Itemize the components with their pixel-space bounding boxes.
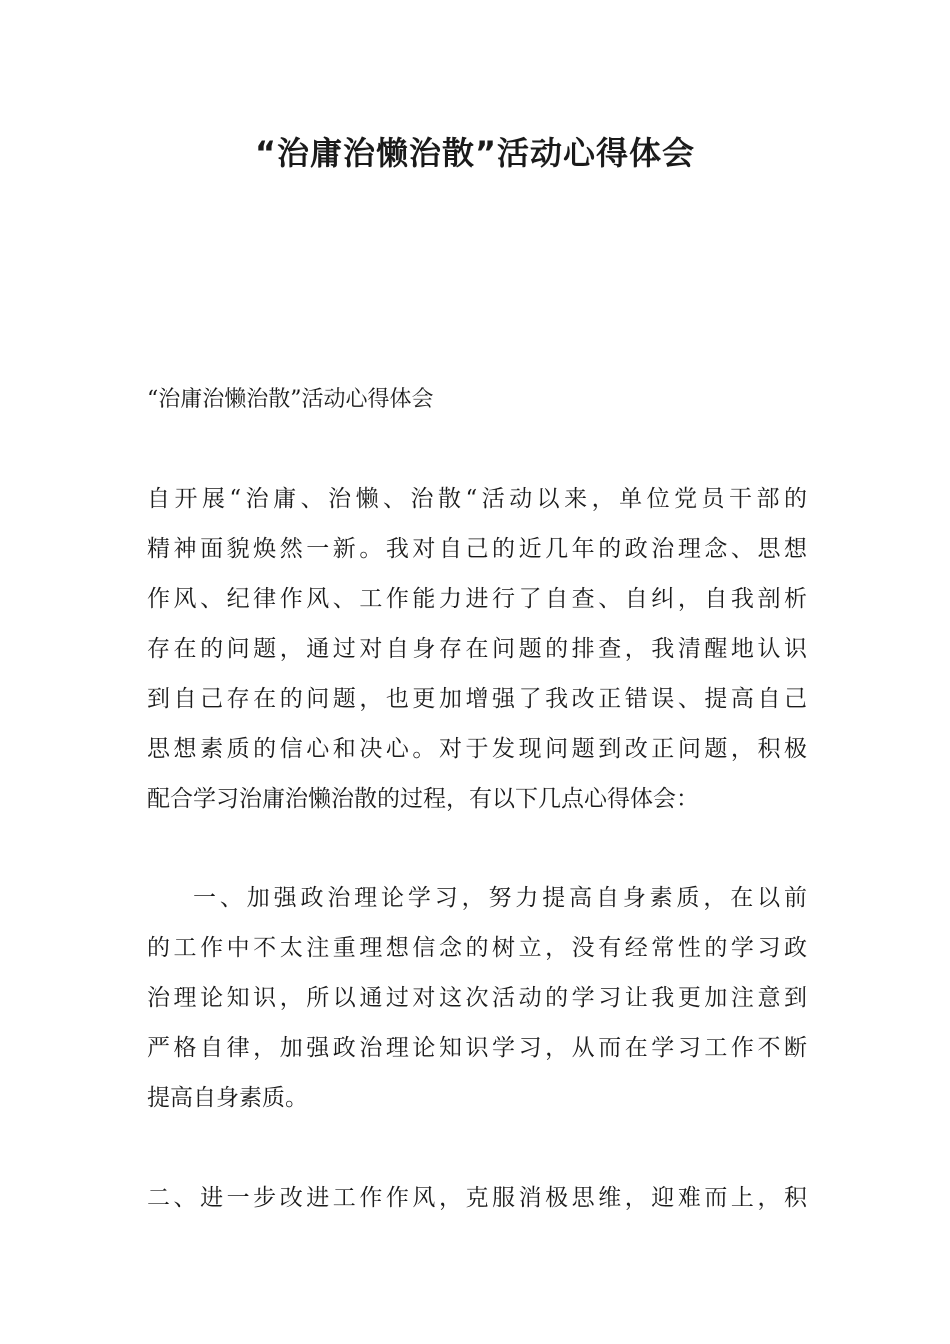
document-title: “治庸治懒治散”活动心得体会: [254, 134, 696, 172]
paragraph-point-two: [147, 1173, 807, 1223]
document-subtitle: “治庸治懒治散”活动心得体会: [147, 387, 434, 412]
paragraph-line: 精神面貌焕然一新。我对自己的近几年的政治理念、思想: [147, 536, 807, 562]
paragraph-line: 存在的问题，通过对自身存在问题的排查，我清醒地认识: [147, 636, 807, 662]
paragraph-line: 配合学习治庸治懒治散的过程，有以下几点心得体会：: [147, 786, 699, 812]
paragraph-line: 作风、纪律作风、工作能力进行了自查、自纠，自我剖析: [147, 586, 807, 612]
paragraph-point-one: [147, 873, 807, 1123]
paragraph-line: 自开展“治庸、治懒、治散“活动以来，单位党员干部的: [147, 486, 807, 512]
paragraph-line: 思想素质的信心和决心。对于发现问题到改正问题，积极: [147, 736, 807, 762]
paragraph-line: 严格自律，加强政治理论知识学习，从而在学习工作不断: [147, 1035, 807, 1061]
paragraph-line: 二、进一步改进工作作风，克服消极思维，迎难而上，积: [147, 1185, 807, 1211]
paragraph-line: 治理论知识，所以通过对这次活动的学习让我更加注意到: [147, 985, 807, 1011]
paragraph-line: 提高自身素质。: [147, 1085, 308, 1111]
paragraph-line: 的工作中不太注重理想信念的树立，没有经常性的学习政: [147, 935, 807, 961]
paragraph-line: 一、加强政治理论学习，努力提高自身素质，在以前: [193, 885, 807, 911]
paragraph-line: 到自己存在的问题，也更加增强了我改正错误、提高自己: [147, 686, 807, 712]
paragraph-intro: [147, 474, 807, 824]
